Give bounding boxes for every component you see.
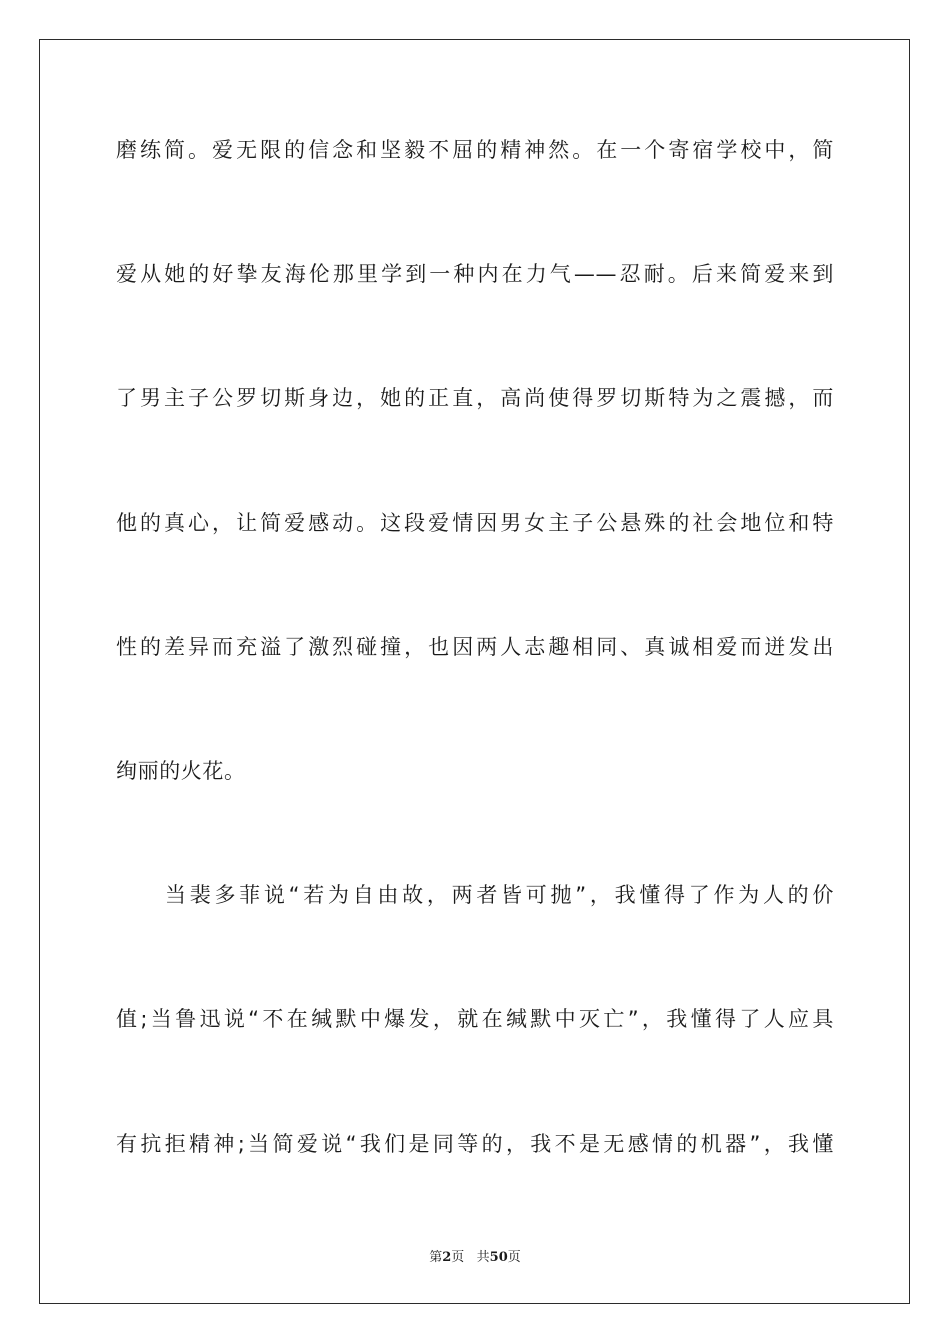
body-line-1: 磨练简。爱无限的信念和坚毅不屈的精神然。在一个寄宿学校中，简 <box>116 138 834 162</box>
body-line-2: 爱从她的好挚友海伦那里学到一种内在力气——忍耐。后来简爱来到 <box>116 262 834 286</box>
footer-page-suffix: 页 <box>507 1250 521 1265</box>
body-line-8: 值;当鲁迅说“不在缄默中爆发，就在缄默中灭亡”，我懂得了人应具 <box>116 1007 834 1031</box>
body-line-9: 有抗拒精神;当简爱说“我们是同等的，我不是无感情的机器”，我懂 <box>116 1132 834 1156</box>
footer-page-prefix: 第 <box>429 1250 443 1265</box>
footer-page-mid: 页 共 <box>451 1250 490 1265</box>
page-border <box>39 39 910 1304</box>
footer-page-number: 2 <box>442 1250 452 1265</box>
page-footer <box>0 1246 950 1265</box>
footer-total-pages: 50 <box>489 1250 508 1265</box>
body-line-7: 当裴多菲说“若为自由故，两者皆可抛”，我懂得了作为人的价 <box>165 883 834 907</box>
body-line-6: 绚丽的火花。 <box>116 759 246 783</box>
body-line-3: 了男主子公罗切斯身边，她的正直，高尚使得罗切斯特为之震撼，而 <box>116 386 834 410</box>
body-line-4: 他的真心，让简爱感动。这段爱情因男女主子公悬殊的社会地位和特 <box>116 511 834 535</box>
body-line-5: 性的差异而充溢了激烈碰撞，也因两人志趣相同、真诚相爱而迸发出 <box>116 635 834 659</box>
